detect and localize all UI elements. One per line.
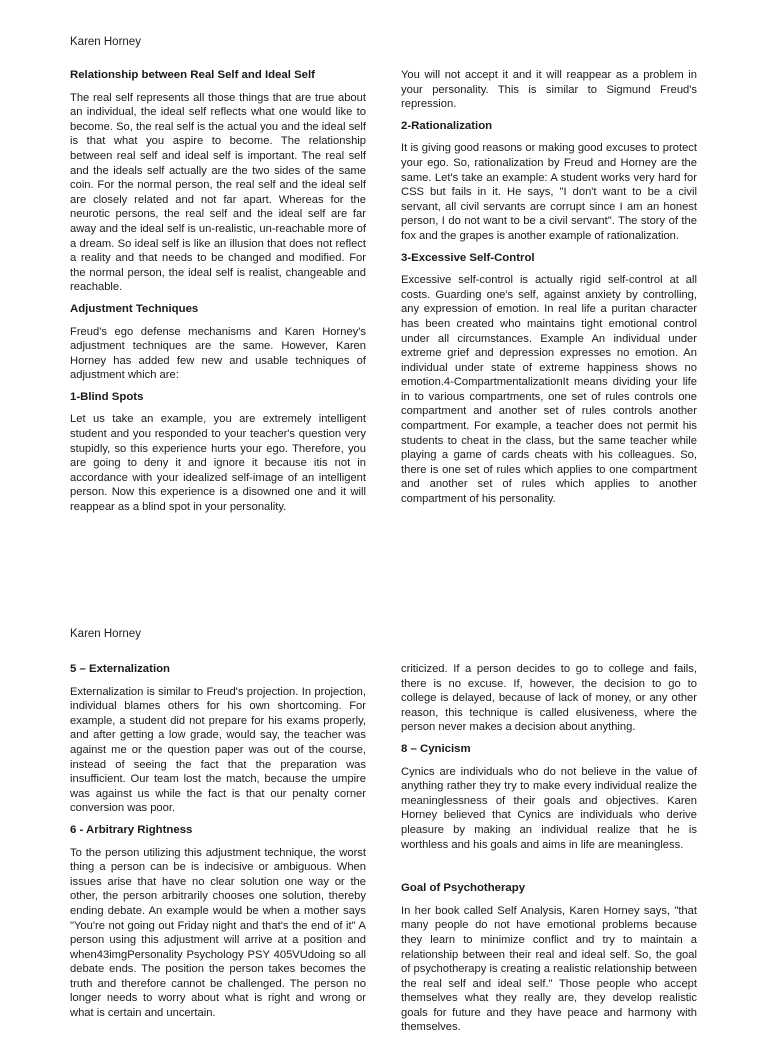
paragraph: You will not accept it and it will reappear as a problem in your personality. This is similar to Sigmund Freud's repression. — [401, 69, 697, 111]
paragraph: Externalization is similar to Freud's projection. In projection, individual blames others for his own shortcoming. For example, a student did not prepare for his exams properly, and after getting a low grade, would say, the teacher was against me or the question paper was out of the course, instead of seeing the fact that the preparation was insufficient. Our team lost the match, because the umpire was against us while the fact is that our penalty corner conversion was poor. — [70, 685, 366, 815]
paragraph: In her book called Self Analysis, Karen Horney says, "that many people do not have emotional problems because they learn to minimize conflict and try to maintain a relationship between their real and ideal self. So, the goal of psychotherapy is creating a realistic relationship between the real self and ideal self." Those people who accept themselves what they really are, they develop realistic goals for future and they have peace and harmony with themselves. — [401, 904, 697, 1034]
running-header: Karen Horney — [70, 628, 141, 640]
running-header: Karen Horney — [70, 36, 141, 48]
paragraph: Freud's ego defense mechanisms and Karen Horney's adjustment techniques are the same. However, Karen Horney has added few new and usable techniques of adjustment which are: — [70, 325, 366, 382]
document-page-2 — [0, 590, 768, 1034]
section-heading: Relationship between Real Self and Ideal Self — [70, 69, 315, 81]
section-heading: Goal of Psychotherapy — [401, 882, 526, 895]
section-heading: 2-Rationalization — [401, 119, 493, 132]
section-heading: 3-Excessive Self-Control — [401, 251, 535, 264]
right-column — [401, 662, 697, 1042]
left-column — [70, 68, 366, 522]
paragraph: Excessive self-control is actually rigid self-control at all costs. Guarding one's self, against anxiety by controlling, any expression of emotion. In real life a puritan character has been created who maintains tight emotional control under all circumstances. Example An individual under extreme grief and depression expresses no emotion. An individual under state of extreme happiness shows no emotion.4-CompartmentalizationIt means dividing your life in to various compartments, one set of rules controls one compartment and another set of rules controls another compartment. For example, a teacher does not permit his students to cheat in the class, but the same teacher while playing a game of cards cheats with his colleagues. So, there is one set of rules which applies to one compartment and another set of rules which applies to another compartment of his personality. — [401, 274, 697, 506]
paragraph: criticized. If a person decides to go to college and fails, there is no excuse. If, however, the decision to go to college is delayed, because of lack of money, or any other reason, this technique is called elusiveness, where the person never makes a decision about anything. — [401, 663, 697, 734]
paragraph: To the person utilizing this adjustment technique, the worst thing a person can be is indecisive or ambiguous. When issues arise that have no clear solution one way or the other, the person arbitrarily chooses one solution, thereby ending debate. An example would be when a mother says "You're not going out Friday night and that's the end of it" A person using this adjustment will arrive at a position and when43imgPersonality Psychology PSY 405VUdoing so all debate ends. The position the person takes becomes the truth and therefore cannot be challenged. The person no longer needs to worry about what is right and wrong or what is certain and uncertain. — [70, 846, 366, 1020]
section-heading: 1-Blind Spots — [70, 390, 144, 403]
spacer — [401, 859, 697, 881]
paragraph: It is giving good reasons or making good excuses to protect your ego. So, rationalization by Freud and Horney are the same. Let's take an example: A student works very hard for CSS but fails in it. He says, "I don't want to be a civil servant, all civil servants are corrupt since I am an honest person, I do not want to be a civil servant". The story of the fox and the grapes is another example of rationalization. — [401, 142, 697, 242]
paragraph: Let us take an example, you are extremely intelligent student and you responded to your teacher's question very stupidly, so this experience hurts your ego. Therefore, you are going to deny it and ignore it because itis not in accordance with your idealized self-image of an intelligent person. Now this experience is a disowned one and it will reappear as a blind spot in your personality. — [70, 413, 366, 514]
right-column — [401, 68, 697, 514]
section-heading: 8 – Cynicism — [401, 742, 471, 755]
left-column — [70, 662, 366, 1028]
paragraph: The real self represents all those things that are true about an individual, the ideal self reflects what one would like to become. So, the real self is the actual you and the ideal self is that what you aspire to become. The relationship between real self and ideal self is important. The real self and the ideals self actually are the two sides of the same coin. For the normal person, the real self and the ideal self are closely related and not far apart. Whereas for the neurotic persons, the real self and the ideal self are far away and the ideal self is un-realistic, un-reachable more of a dream. So ideal self is like an illusion that does not reflect a reality and that needs to be changed and modified. For the normal person, the ideal self is realist, changeable and reachable. — [70, 91, 366, 294]
paragraph: Cynics are individuals who do not believe in the value of anything rather they try to make every individual realize the meaninglessness of their goals and objectives. Karen Horney believed that Cynics are individuals who derive pleasure by making an individual realize that he is worthless and his goals and aims in life are meaningless. — [401, 765, 697, 851]
section-heading: Adjustment Techniques — [70, 302, 199, 315]
section-heading: 6 - Arbitrary Rightness — [70, 823, 193, 836]
section-heading: 5 – Externalization — [70, 663, 171, 675]
